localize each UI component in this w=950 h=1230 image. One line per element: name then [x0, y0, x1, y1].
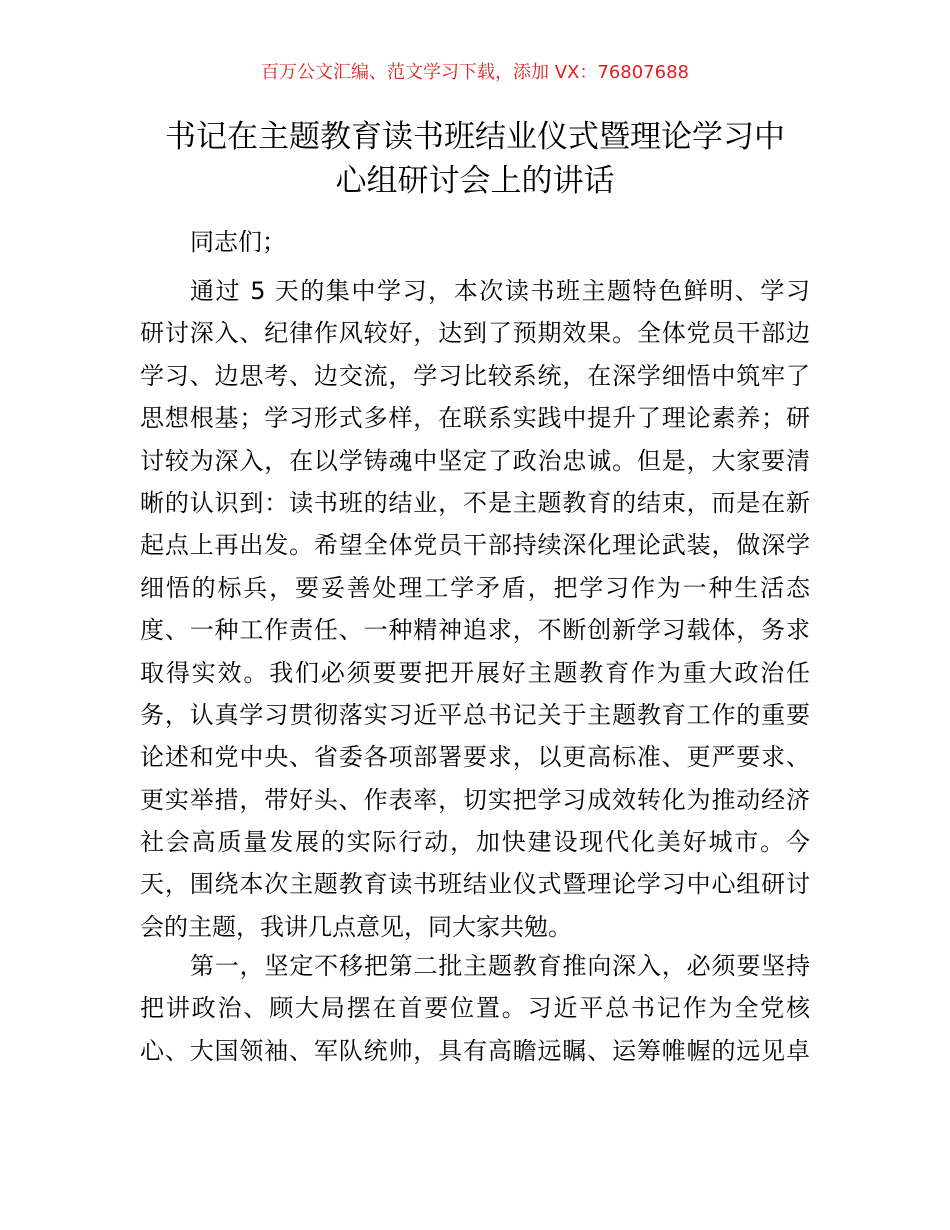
text-line: 务，认真学习贯彻落实习近平总书记关于主题教育工作的重要	[140, 700, 810, 729]
text-line: 通过 5 天的集中学习，本次读书班主题特色鲜明、学习	[190, 277, 810, 305]
text-line: 把讲政治、顾大局摆在首要位置。习近平总书记作为全党核	[140, 994, 810, 1023]
watermark-header: 百万公文汇编、范文学习下载，添加 VX：76807688	[261, 62, 689, 83]
text-line: 晰的认识到：读书班的结业，不是主题教育的结束，而是在新	[140, 488, 810, 517]
text-line: 思想根基；学习形式多样，在联系实践中提升了理论素养；研	[140, 404, 810, 433]
text-line: 社会高质量发展的实际行动，加快建设现代化美好城市。今	[140, 828, 810, 857]
text-line: 度、一种工作责任、一种精神追求，不断创新学习载体，务求	[140, 616, 810, 645]
document-title	[140, 115, 810, 203]
text-line: 心、大国领袖、军队统帅，具有高瞻远瞩、运筹帷幄的远见卓	[140, 1036, 810, 1065]
title-line: 心组研讨会上的讲话	[335, 163, 615, 199]
title-line: 书记在主题教育读书班结业仪式暨理论学习中	[165, 119, 785, 155]
paragraph-1	[140, 270, 810, 948]
text-line: 论述和党中央、省委各项部署要求，以更高标准、更严要求、	[140, 743, 810, 772]
text-line: 学习、边思考、边交流，学习比较系统，在深学细悟中筑牢了	[140, 361, 810, 390]
text-line: 起点上再出发。希望全体党员干部持续深化理论武装，做深学	[140, 531, 810, 560]
paragraph-2	[140, 945, 810, 1072]
text-line: 会的主题，我讲几点意见，同大家共勉。	[140, 912, 572, 941]
text-line: 取得实效。我们必须要要把开展好主题教育作为重大政治任	[140, 658, 810, 687]
text-line: 第一，坚定不移把第二批主题教育推向深入，必须要坚持	[190, 952, 810, 980]
text-line: 研讨深入、纪律作风较好，达到了预期效果。全体党员干部边	[140, 319, 810, 348]
text-line: 更实举措，带好头、作表率，切实把学习成效转化为推动经济	[140, 785, 810, 814]
text-line: 天，围绕本次主题教育读书班结业仪式暨理论学习中心组研讨	[140, 870, 810, 899]
greeting: 同志们；	[190, 228, 286, 256]
text-line: 讨较为深入，在以学铸魂中坚定了政治忠诚。但是，大家要清	[140, 446, 810, 475]
text-line: 细悟的标兵，要妥善处理工学矛盾，把学习作为一种生活态	[140, 573, 810, 602]
